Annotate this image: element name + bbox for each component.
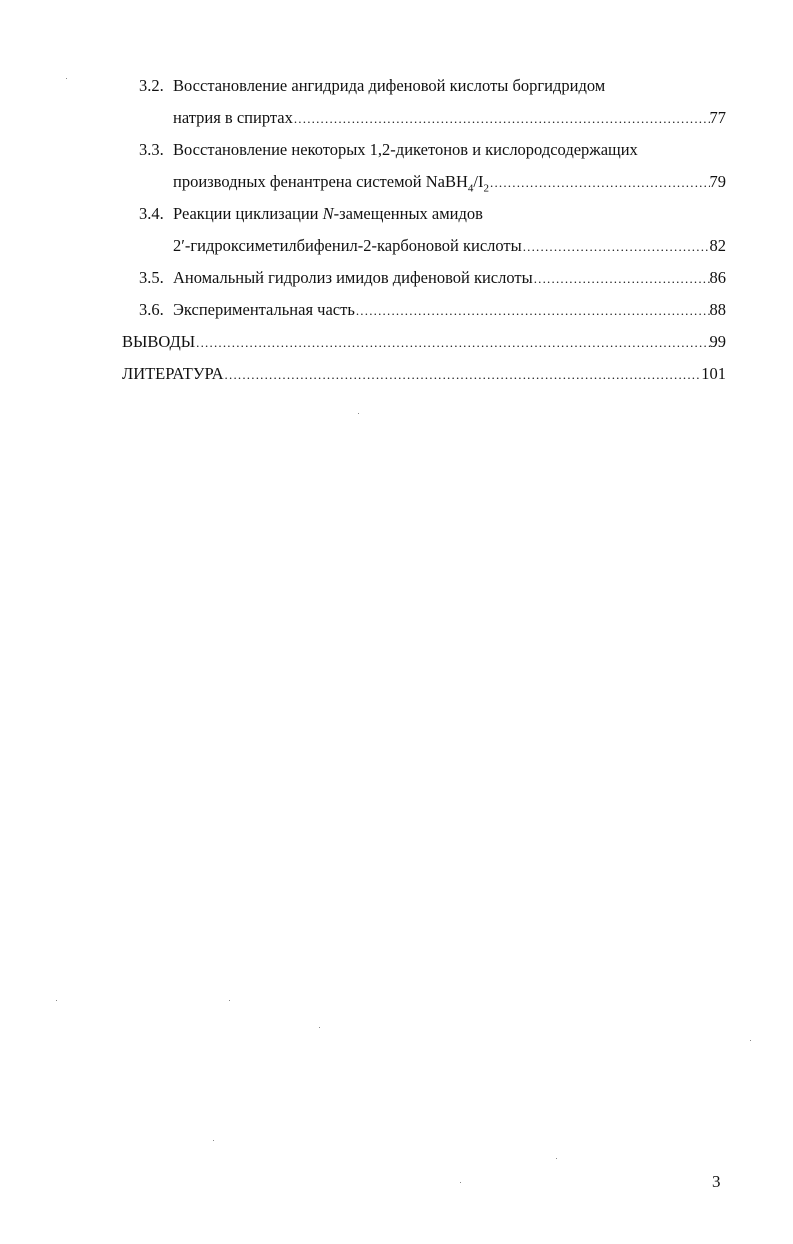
toc-leader-row	[122, 326, 726, 359]
toc-entry-3-4-line2	[122, 230, 726, 262]
toc-dot-leader	[224, 359, 702, 391]
toc-dot-leader	[533, 263, 710, 295]
toc-entry-3-3-line2	[122, 166, 726, 198]
toc-section-number: 3.6.	[139, 300, 164, 319]
toc-entry-3-4-line1	[122, 198, 726, 230]
toc-section-number: 3.3.	[139, 140, 164, 159]
scan-speck	[66, 78, 67, 79]
toc-page-number: 79	[709, 172, 726, 191]
toc-leader-row	[122, 358, 726, 391]
toc-section-title: Экспериментальная часть	[173, 300, 355, 319]
toc-section-number: 3.5.	[139, 268, 164, 287]
toc-section-title: Аномальный гидролиз имидов дифеновой кислоты	[173, 268, 533, 287]
toc-leader-row	[173, 294, 726, 327]
scan-speck	[56, 1000, 57, 1001]
scan-speck	[358, 413, 359, 414]
toc-dot-leader	[522, 231, 710, 263]
subscript: 2	[483, 182, 489, 195]
toc-page-number: 99	[709, 332, 726, 351]
table-of-contents	[122, 70, 726, 390]
scan-speck	[319, 1027, 320, 1028]
toc-section-number: 3.4.	[139, 204, 164, 223]
toc-leader-row	[173, 102, 726, 135]
toc-entry-3-2-line2	[122, 102, 726, 134]
toc-chapter-title: ЛИТЕРАТУРА	[122, 364, 224, 383]
title-text: Реакции циклизации	[173, 204, 323, 223]
toc-page-number: 77	[709, 108, 726, 127]
toc-page-number: 101	[701, 364, 726, 383]
toc-page-number: 88	[709, 300, 726, 319]
toc-page-number: 82	[709, 236, 726, 255]
toc-dot-leader	[195, 327, 709, 359]
toc-entry-3-2-line1	[122, 70, 726, 102]
toc-dot-leader	[355, 295, 710, 327]
scan-speck	[213, 1140, 214, 1141]
toc-section-title-cont: натрия в спиртах	[173, 108, 293, 127]
scan-speck	[460, 1182, 461, 1183]
italic-text: N	[322, 204, 334, 223]
subscript: 4	[467, 182, 474, 195]
scan-speck	[750, 1040, 751, 1041]
toc-chapter-title: ВЫВОДЫ	[122, 332, 196, 351]
toc-page-number: 86	[709, 268, 726, 287]
title-text: /I	[473, 172, 484, 191]
toc-section-title	[173, 198, 483, 230]
toc-entry-3-3-line1	[122, 134, 726, 166]
toc-section-title: Восстановление ангидрида дифеновой кислоты боргидридом	[173, 76, 606, 95]
toc-section-title: Восстановление некоторых 1,2-дикетонов и кислородсодержащих	[173, 140, 638, 159]
toc-section-number: 3.2.	[139, 76, 164, 95]
toc-entry-3-5	[122, 262, 726, 294]
toc-leader-row	[173, 262, 726, 295]
toc-dot-leader	[293, 103, 710, 135]
title-text: -замещенных амидов	[333, 204, 483, 223]
scan-speck	[229, 1000, 230, 1001]
toc-entry-literature	[122, 358, 726, 390]
toc-dot-leader	[489, 167, 710, 199]
toc-entry-conclusions	[122, 326, 726, 358]
toc-entry-3-6	[122, 294, 726, 326]
toc-leader-row	[173, 230, 726, 263]
title-text: производных фенантрена системой NaBH	[173, 172, 468, 191]
scan-speck	[556, 1158, 557, 1159]
page-number: 3	[712, 1172, 721, 1191]
toc-section-title-cont: 2′-гидроксиметилбифенил-2-карбоновой кислоты	[173, 236, 522, 255]
